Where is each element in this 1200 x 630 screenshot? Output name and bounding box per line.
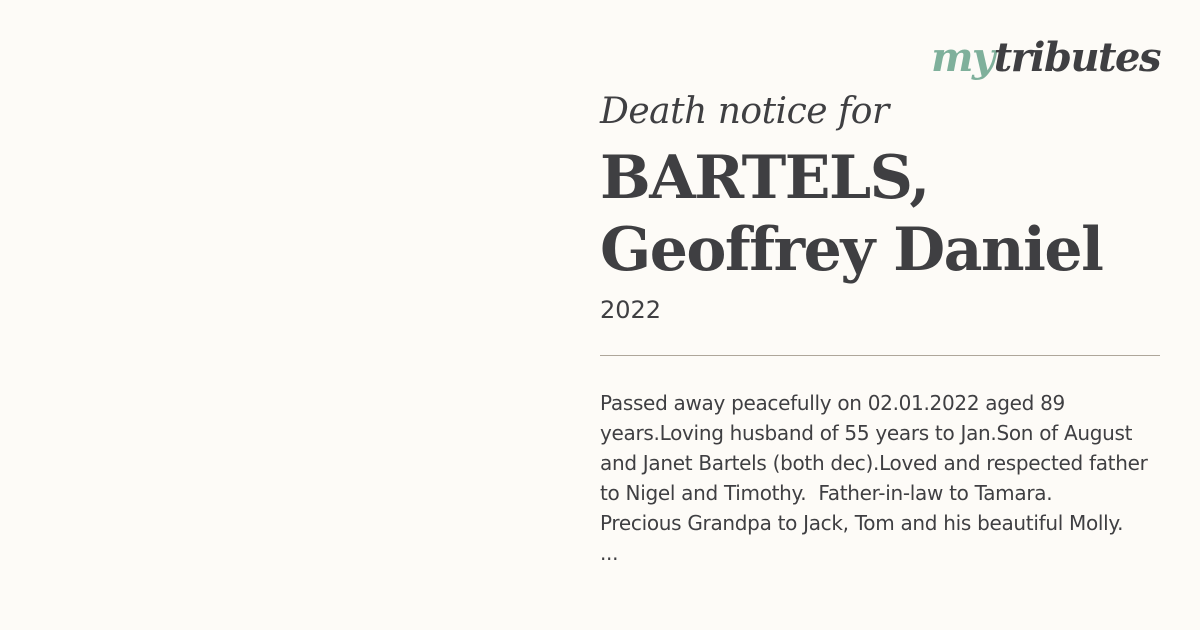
divider bbox=[600, 355, 1160, 356]
deceased-given-names: Geoffrey Daniel bbox=[600, 215, 1103, 285]
logo-tributes: tributes bbox=[993, 34, 1160, 81]
notice-body-line: Passed away peacefully on 02.01.2022 aged 89 bbox=[600, 391, 1065, 415]
deceased-name bbox=[600, 142, 1160, 286]
notice-header bbox=[600, 88, 1160, 326]
mytributes-logo[interactable] bbox=[931, 32, 1160, 84]
notice-eyebrow: Death notice for bbox=[600, 91, 889, 132]
notice-year: 2022 bbox=[600, 296, 662, 324]
notice-body-line: to Nigel and Timothy. Father-in-law to Tamara. bbox=[600, 481, 1053, 505]
notice-body bbox=[600, 388, 1170, 568]
notice-body-line: years.Loving husband of 55 years to Jan.Son of August bbox=[600, 421, 1133, 445]
deceased-surname: BARTELS, bbox=[600, 143, 929, 213]
notice-body-line: and Janet Bartels (both dec).Loved and respected father bbox=[600, 451, 1148, 475]
notice-body-ellipsis: ... bbox=[600, 541, 619, 565]
logo-my: my bbox=[931, 34, 994, 81]
notice-body-line: Precious Grandpa to Jack, Tom and his beautiful Molly. bbox=[600, 511, 1124, 535]
